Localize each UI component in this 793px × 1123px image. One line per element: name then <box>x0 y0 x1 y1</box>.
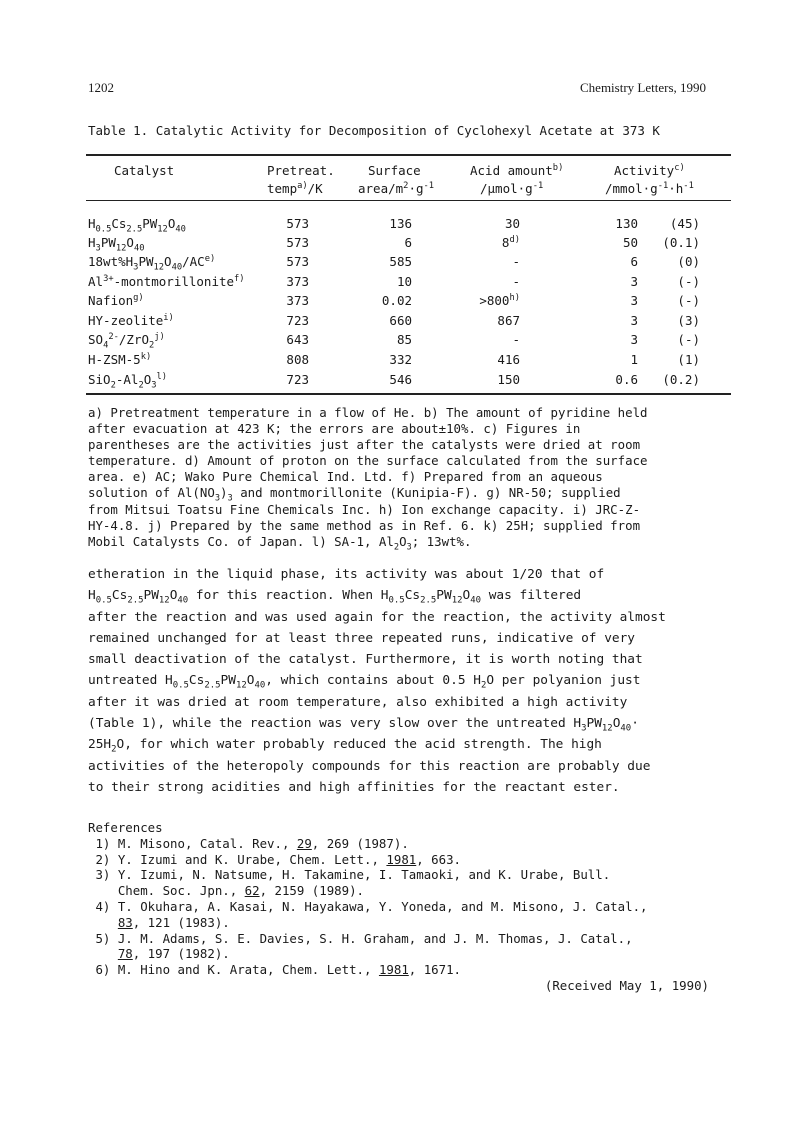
activity-paren-cell: (3) <box>677 313 700 328</box>
pretreat-cell: 643 <box>286 332 309 347</box>
activity-cell: 3 <box>630 274 638 289</box>
footnote-line: after evacuation at 423 K; the errors are about±10%. c) Figures in <box>88 421 581 437</box>
activity-cell: 130 <box>615 216 638 231</box>
reference-item: 3) Y. Izumi, N. Natsume, H. Takamine, I. Tamaoki, and K. Urabe, Bull. <box>88 867 611 883</box>
acid-cell: - <box>512 254 520 269</box>
activity-paren-cell: (45) <box>669 216 700 231</box>
body-line: to their strong acidities and high affinities for the reactant ester. <box>88 779 620 795</box>
activity-paren-cell: (-) <box>677 274 700 289</box>
activity-paren-cell: (0.1) <box>662 235 700 250</box>
footnote-line: solution of $Al(NO_3)_3$ and montmorillonite (Kunipia-F). g) NR-50; supplied <box>88 485 621 504</box>
footnote-line: temperature. d) Amount of proton on the surface calculated from the surface <box>88 453 648 469</box>
body-line: (Table 1), while the reaction was very slow over the untreated $H_3PW_{12}O_{40}\cdot$ <box>88 716 639 734</box>
pretreat-cell: 373 <box>286 274 309 289</box>
footnote-line: a) Pretreatment temperature in a flow of He. b) The amount of pyridine held <box>88 405 648 420</box>
body-line: small deactivation of the catalyst. Furthermore, it is worth noting that <box>88 652 643 668</box>
activity-cell: 50 <box>622 235 638 250</box>
activity-cell: 1 <box>630 352 638 367</box>
footnote-line: Mobil Catalysts Co. of Japan. l) SA-1, $Al_2O_3$; 13wt%. <box>88 533 472 553</box>
reference-item: 2) Y. Izumi and K. Urabe, Chem. Lett., 1981, 663. <box>88 851 462 867</box>
references-section <box>88 820 733 978</box>
footnote-line: from Mitsui Toatsu Fine Chemicals Inc. h) Ion exchange capacity. i) JRC-Z- <box>88 501 641 517</box>
header-pretreat-unit: temp$^{a)}$/K <box>267 180 323 196</box>
references-title: References <box>88 820 163 835</box>
header-activity: Activity$^{c)}$ <box>614 162 685 178</box>
table-bottom-rule <box>86 393 731 395</box>
reference-item: 4) T. Okuhara, A. Kasai, N. Hayakawa, Y. Yoneda, and M. Misono, J. Catal., <box>88 898 648 914</box>
pretreat-cell: 723 <box>286 372 309 387</box>
acid-cell: 30 <box>504 216 520 231</box>
catalyst-cell: $SO_4^{2-}/ZrO_2^{j)}$ <box>88 331 165 351</box>
body-line: after the reaction and was used again for the reaction, the activity almost <box>88 609 666 625</box>
pretreat-cell: 573 <box>286 254 309 269</box>
acid-cell: - <box>512 332 520 347</box>
activity-paren-cell: (0) <box>677 254 700 269</box>
received-date: (Received May 1, 1990) <box>544 978 709 993</box>
catalyst-cell: $18wt\%H_3PW_{12}O_{40}/AC^{e)}$ <box>88 253 216 273</box>
body-line: activities of the heteropoly compounds for this reaction are probably due <box>88 758 651 774</box>
acid-cell: 150 <box>497 372 520 387</box>
surface-cell: 660 <box>389 313 412 328</box>
surface-cell: 332 <box>389 352 412 367</box>
body-line: $25H_2O$, for which water probably reduced the acid strength. The high <box>88 737 602 755</box>
table-caption: Table 1. Catalytic Activity for Decomposition of Cyclohexyl Acetate at 373 K <box>88 123 660 138</box>
activity-paren-cell: (0.2) <box>662 372 700 387</box>
body-line: etheration in the liquid phase, its activity was about 1/20 that of <box>88 567 605 582</box>
reference-item-continued: 83, 121 (1983). <box>117 914 230 930</box>
catalyst-cell: $Al^{3+}-montmorillonite^{f)}$ <box>88 273 245 289</box>
acid-cell: 416 <box>497 352 520 367</box>
header-catalyst: Catalyst <box>114 163 175 178</box>
surface-cell: 85 <box>396 332 412 347</box>
page-number: 1202 <box>88 80 114 95</box>
acid-cell: - <box>512 274 520 289</box>
catalyst-cell: Nafion$^{g)}$ <box>88 292 144 308</box>
reference-item: 6) M. Hino and K. Arata, Chem. Lett., 1981, 1671. <box>88 962 461 978</box>
footnote-line: area. e) AC; Wako Pure Chemical Ind. Ltd. f) Prepared from an aqueous <box>88 469 603 485</box>
activity-paren-cell: (-) <box>677 293 700 308</box>
body-line: after it was dried at room temperature, also exhibited a high activity <box>88 694 628 710</box>
catalyst-cell: $H_3PW_{12}O_{40}$ <box>88 235 145 254</box>
surface-cell: 10 <box>396 274 412 289</box>
surface-cell: 136 <box>389 216 412 231</box>
header-acid-unit: $/\mu mol\cdot g^{-1}$ <box>480 180 544 196</box>
catalyst-cell: HY-zeolite$^{i)}$ <box>88 312 174 328</box>
catalyst-cell: $H_{0.5}Cs_{2.5}PW_{12}O_{40}$ <box>88 216 186 235</box>
header-activity-unit: $/mmol\cdot g^{-1}\cdot h^{-1}$ <box>605 180 694 196</box>
pretreat-cell: 808 <box>286 352 309 367</box>
reference-item-continued: 78, 197 (1982). <box>117 946 230 962</box>
pretreat-cell: 573 <box>286 216 309 231</box>
pretreat-cell: 573 <box>286 235 309 250</box>
catalyst-cell: H-ZSM-5$^{k)}$ <box>88 351 152 367</box>
body-line: untreated $H_{0.5}Cs_{2.5}PW_{12}O_{40}$, which contains about 0.5 $H_2O$ per polyanion just <box>88 673 641 692</box>
reference-item: 5) J. M. Adams, S. E. Davies, S. H. Graham, and J. M. Thomas, J. Catal., <box>88 930 633 946</box>
activity-paren-cell: (-) <box>677 332 700 347</box>
journal-name: Chemistry Letters, 1990 <box>580 80 707 95</box>
acid-cell: 8$^{d)}$ <box>501 234 520 250</box>
footnote-line: parentheses are the activities just after the catalysts were dried at room <box>88 437 641 453</box>
surface-cell: 585 <box>389 254 412 269</box>
activity-cell: 0.6 <box>615 372 638 387</box>
reference-item-continued: Chem. Soc. Jpn., 62, 2159 (1989). <box>88 883 365 899</box>
pretreat-cell: 723 <box>286 313 309 328</box>
body-line: remained unchanged for at least three repeated runs, indicative of very <box>88 630 636 646</box>
header-acid-amount: Acid amount$^{b)}$ <box>470 162 564 178</box>
acid-cell: $>800^{h)}$ <box>479 292 520 308</box>
header-surface-unit: area/$m^2\cdot g^{-1}$ <box>358 180 435 196</box>
header-surface: Surface <box>368 163 421 178</box>
body-line: $H_{0.5}Cs_{2.5}PW_{12}O_{40}$ for this reaction. When $H_{0.5}Cs_{2.5}PW_{12}O_{40}$ was filtered <box>88 588 582 606</box>
activity-cell: 3 <box>630 293 638 308</box>
activity-paren-cell: (1) <box>677 352 700 367</box>
footnote-line: HY-4.8. j) Prepared by the same method as in Ref. 6. k) 25H; supplied from <box>88 517 641 533</box>
surface-cell: 546 <box>389 372 412 387</box>
reference-item: 1) M. Misono, Catal. Rev., 29, 269 (1987). <box>88 835 409 851</box>
acid-cell: 867 <box>497 313 520 328</box>
body-paragraph <box>88 564 733 798</box>
table-top-rule <box>86 154 731 156</box>
header-pretreat: Pretreat. <box>267 163 335 178</box>
surface-cell: 0.02 <box>381 293 412 308</box>
surface-cell: 6 <box>404 235 412 250</box>
activity-cell: 6 <box>630 254 638 269</box>
activity-cell: 3 <box>630 332 638 347</box>
catalyst-cell: $SiO_2-Al_2O_3^{l)}$ <box>88 371 168 391</box>
table-header-rule <box>86 200 731 201</box>
table-footnotes <box>88 405 733 553</box>
activity-cell: 3 <box>630 313 638 328</box>
pretreat-cell: 373 <box>286 293 309 308</box>
